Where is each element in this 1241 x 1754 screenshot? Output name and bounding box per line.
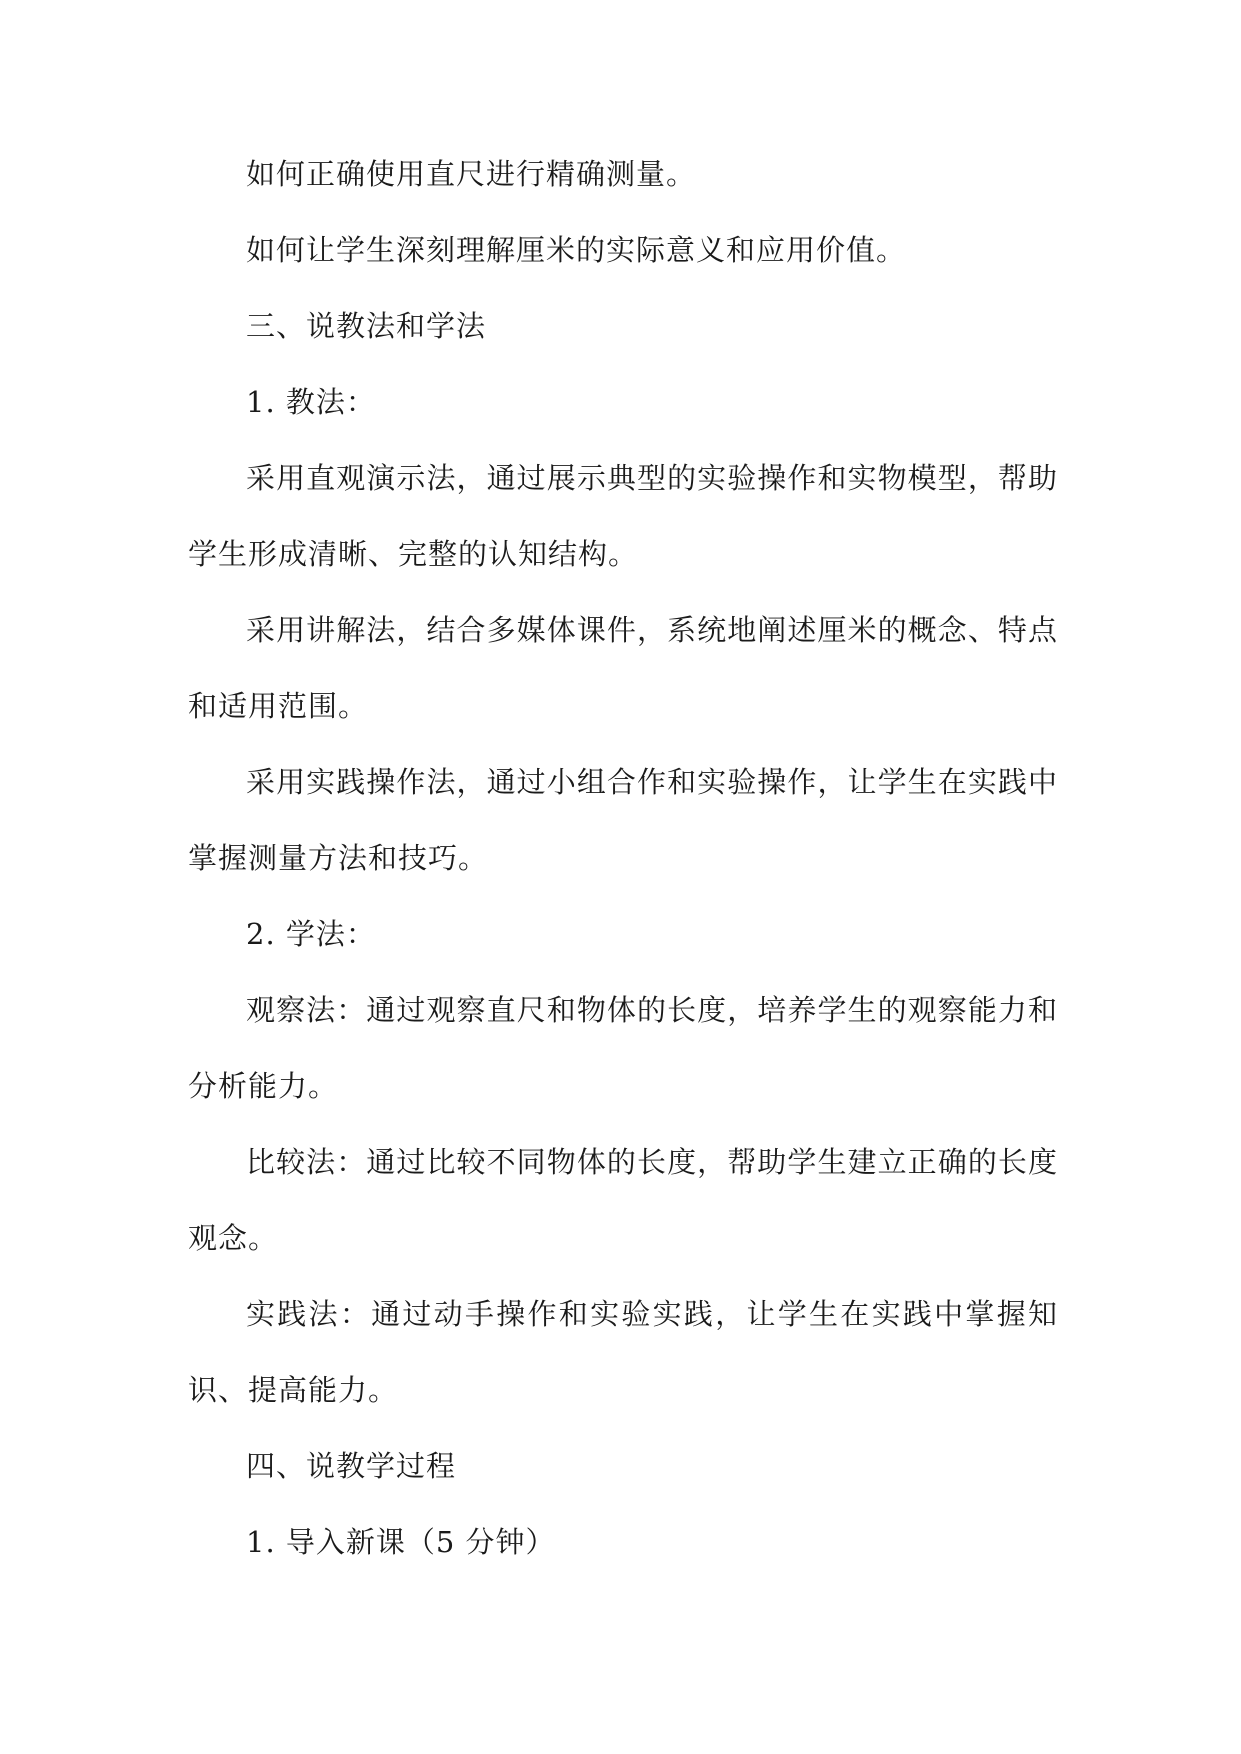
paragraph-centimeter-meaning: 如何让学生深刻理解厘米的实际意义和应用价值。 (246, 233, 907, 267)
paragraph-lecture-method: 采用讲解法，结合多媒体课件，系统地阐述厘米的概念、特点和适用范围。 (188, 613, 1058, 723)
section-heading-process: 四、说教学过程 (246, 1449, 457, 1483)
paragraph-practice-method: 采用实践操作法，通过小组合作和实验操作，让学生在实践中掌握测量方法和技巧。 (188, 765, 1058, 875)
paragraph-hands-on-method: 实践法：通过动手操作和实验实践，让学生在实践中掌握知识、提高能力。 (188, 1297, 1058, 1407)
paragraph-comparison-method: 比较法：通过比较不同物体的长度，帮助学生建立正确的长度观念。 (188, 1145, 1058, 1255)
paragraph-ruler-measurement: 如何正确使用直尺进行精确测量。 (246, 157, 697, 191)
subheading-teaching-method: 1. 教法： (246, 385, 376, 419)
paragraph-observation-method: 观察法：通过观察直尺和物体的长度，培养学生的观察能力和分析能力。 (188, 993, 1058, 1103)
paragraph-demonstration-method: 采用直观演示法，通过展示典型的实验操作和实物模型，帮助学生形成清晰、完整的认知结构。 (188, 461, 1058, 571)
section-heading-methods: 三、说教法和学法 (246, 309, 487, 343)
document-body (188, 136, 1058, 1580)
subheading-introduction: 1. 导入新课（5 分钟） (246, 1525, 556, 1559)
subheading-learning-method: 2. 学法： (246, 917, 376, 951)
